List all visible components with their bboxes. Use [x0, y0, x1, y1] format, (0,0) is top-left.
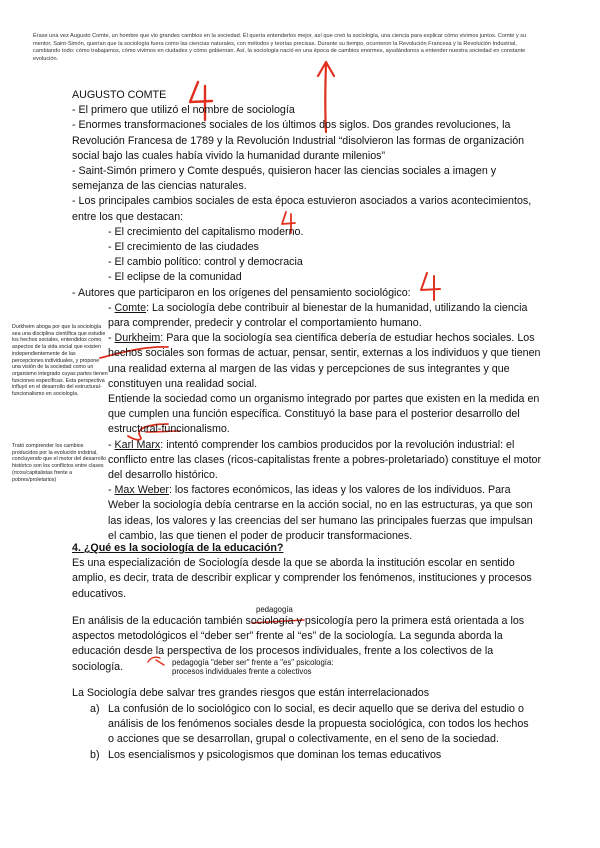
bullet-dash: -: [108, 301, 115, 314]
bullet-dash: -: [108, 438, 115, 451]
author-marx: [108, 438, 542, 484]
bullet-dash: -: [108, 484, 115, 497]
author-name: Karl Marx: [114, 438, 161, 451]
bullet-dash: -: [108, 332, 115, 345]
author-text: : intentó comprender los cambios producidos por la revolución industrial: el conflicto entre las clases (ricos-capitalistas frente a pobres-proletariado) constituye el motor del desarrollo histórico.: [108, 438, 542, 482]
event-item: - El eclipse de la comunidad: [108, 271, 242, 284]
list-item: [90, 702, 530, 748]
list-label: b): [90, 748, 100, 761]
text-run: En análisis de la educación también: [72, 615, 246, 627]
handwritten-note-line: pedagogía "deber ser" frente a "es" psicología:: [172, 658, 334, 667]
paragraph-block: [72, 686, 542, 701]
durkheim-continuation: Entiende la sociedad como un organismo integrado por partes que existen en la medida en que cumplen una función específica. Constituyó la base para el posterior desarrollo del estructural-funcionalismo.: [108, 393, 540, 436]
author-text: : Para que la sociología sea científica debería de estudiar hechos sociales. Los hechos sociales son formas de actuar, pensar, sentir, externas a los individuos y que tienen una realidad externa al margen de las vidas y percepciones de sus integrantes y que constituyen una realidad social.: [108, 332, 541, 390]
list-text: Los esencialismos y psicologismos que dominan los temas educativos: [108, 748, 442, 761]
side-note-marx: Trató comprender los cambios producidos por la evolución indstrial, concluyendo que el motor del desarrollo histórico son los conflictos entre clases (ricos/capitalistas frente a pobres/proletarios): [12, 443, 106, 483]
top-summary-note: Érase una vez Augusto Comte, un hombre que vio grandes cambios en la sociedad. Él quería entenderlos mejor, así que creó la sociología, una ciencia para explicar cómo vivimos juntos. Comte y su mentor, Saint-Simón, querían que la sociología fuera como las ciencias naturales, con métodos y teorías precisas. Durante su tiempo, ocurrieron la Revolución Francesa y la Revolución Industrial, cambiando todo: cómo trabajamos, cómo vivimos en ciudades y cómo gobiernan. Así, la sociología nació en una época de cambios enormes, ayudándonos a entender nuestra sociedad en constante evolución.: [33, 33, 527, 62]
inserted-word: pedagogía: [256, 605, 293, 614]
comte-bullet: - Enormes transformaciones sociales de los últimos dos siglos. Dos grandes revoluciones, la Revolución Francesa de 1789 y la Revolución Industrial “disolvieron las formas de organización social bajo las cuales había vivido la humanidad durante milenios”: [72, 119, 525, 162]
handwritten-note: [172, 658, 333, 677]
text-run: y psicología pero la primera está orientada a los aspectos metodológicos el “deber ser” frente al “es” de la sociología. La segunda aborda la educación desde la perspectiva de los procesos individuales, frente a los colectivos de la sociología.: [72, 615, 525, 673]
author-text: : los factores económicos, las ideas y los valores de los individuos. Para Weber la sociología debía centrarse en la acción social, no en las estructuras, ya que son las ideas, los valores y las creencias del ser humano las principales fuerzas que impulsan el cambio, las que tienen el poder de producir transformaciones.: [108, 484, 533, 542]
events-list: [72, 225, 542, 286]
event-item: - El crecimiento del capitalismo moderno.: [108, 225, 304, 238]
struck-word: sociología: [245, 615, 294, 627]
author-weber: [108, 483, 542, 544]
author-comte: [108, 301, 542, 331]
author-text: : La sociología debe contribuir al bienestar de la humanidad, utilizando la ciencia para comprender, predecir y controlar el comportamiento humano.: [108, 301, 528, 330]
paragraph: La Sociología debe salvar tres grandes riesgos que están interrelacionados: [72, 687, 430, 699]
section-4: [72, 541, 542, 602]
comte-bullet: - Saint-Simón primero y Comte después, quisieron hacer las ciencias sociales a imagen y semejanza de las ciencias naturales.: [72, 165, 497, 193]
list-item: [90, 748, 530, 763]
event-item: - El crecimiento de las ciudades: [108, 241, 259, 254]
section-heading: 4. ¿Qué es la sociología de la educación?: [72, 542, 284, 554]
comte-bullet: - El primero que utilizó el nombre de sociología: [72, 104, 295, 117]
comte-bullet: - Los principales cambios sociales de esta época estuvieron asociados a varios acontecimientos, entre los que destacan:: [72, 195, 532, 223]
handwritten-note-line: procesos individuales frente a colectivos: [172, 667, 312, 677]
comte-section: [72, 88, 542, 544]
author-name: Comte: [114, 301, 147, 314]
authors-list: [72, 301, 542, 544]
risks-list: [90, 702, 530, 763]
list-text: La confusión de lo sociológico con lo social, es decir aquello que se deriva del estudio o análisis de los fenómenos sociales desde la propuesta sociológica, con todos los hechos o acciones que se desarrollan, grupal o colectivamente, en el seno de la sociedad.: [108, 703, 529, 746]
author-durkheim: [108, 331, 542, 392]
side-note-durkheim: Durkheim aboga por que la sociología sea una disciplina científica que estudie los hechos sociales, entendidos como aspectos de la vida social que existen independientemente de las percepciones individuales, y propone una visión de la sociedad como un organismo integrado cuyas partes tienen funciones específicas. Esta perspectiva influyó en el desarrollo del estructural-funcionalismo en sociología.: [12, 324, 108, 398]
section-heading: AUGUSTO COMTE: [72, 89, 167, 101]
paragraph: Es una especialización de Sociología desde la que se aborda la institución escolar en sentido amplio, es decir, trata de describir explicar y comprender los fenómenos, instituciones y procesos educativos.: [72, 557, 532, 600]
event-item: - El cambio político: control y democracia: [108, 256, 303, 269]
author-name: Durkheim: [114, 332, 161, 345]
author-name: Max Weber: [114, 484, 169, 497]
authors-intro: - Autores que participaron en los orígenes del pensamiento sociológico:: [72, 286, 411, 299]
list-label: a): [90, 703, 100, 715]
